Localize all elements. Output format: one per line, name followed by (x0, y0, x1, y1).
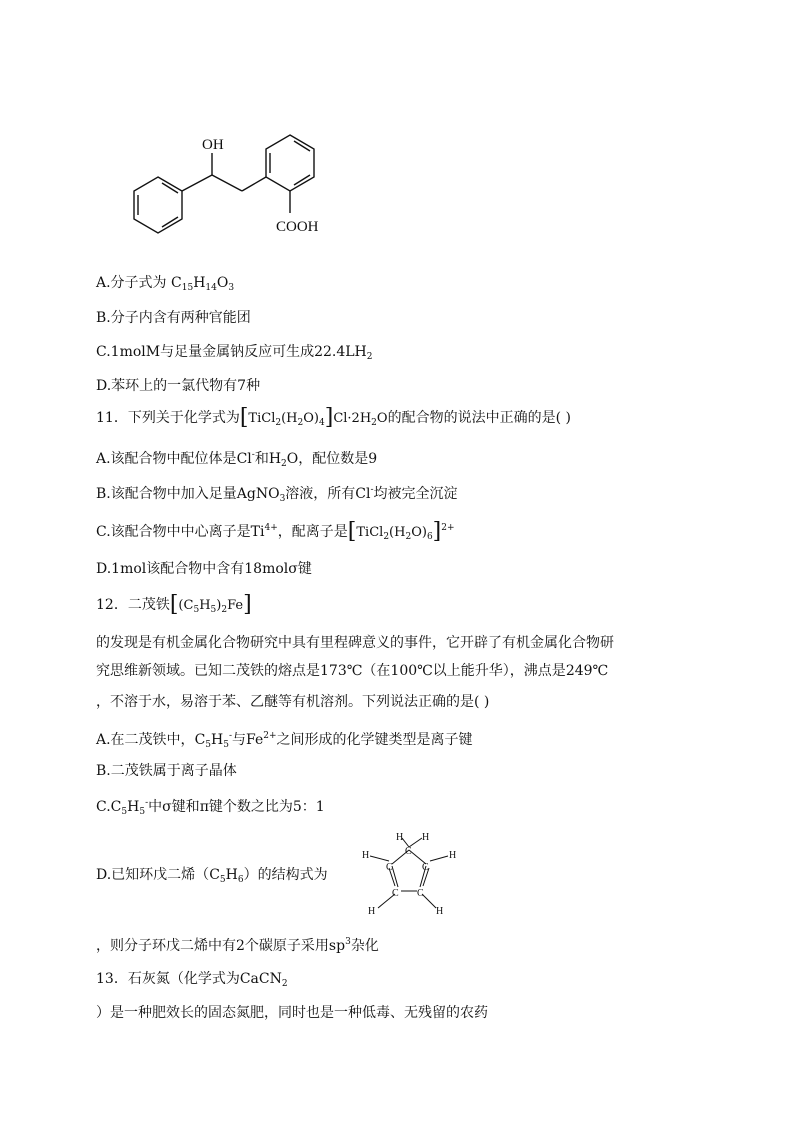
q11-option-a: A.该配合物中配位体是Cl-和$H_2O$，配位数是9 (96, 450, 378, 469)
ring-hydrogen-3: H (362, 850, 370, 861)
q12-line-3: 究思维新领域。已知二茂铁的熔点是173℃（在100℃以上能升华），沸点是249℃ (96, 663, 609, 679)
q12-line-2: 的发现是有机金属化合物研究中具有里程碑意义的事件，它开辟了有机金属化合物研 (96, 635, 614, 651)
compound-m-structure (118, 125, 358, 250)
ring-carbon-right: C (422, 862, 429, 873)
q12-option-d: D.已知环戊二烯$(C_5H_6)$的结构式为 (96, 867, 328, 885)
ring-hydrogen-2: H (422, 832, 430, 843)
q11-option-c: C.该配合物中中心离子是$Ti^{4+}$，配离子是$[TiCl_2(H_2O)_6]^{2+}$ (96, 519, 455, 544)
q12-option-d-continued: ，则分子环戊二烯中有2个碳原子采用$sp^3$杂化 (96, 937, 379, 954)
q11-option-d: D.1mol该配合物中含有18molσ键 (96, 561, 312, 577)
cyclopentadiene-structure (356, 830, 466, 920)
ring-carbon-left: C (386, 862, 393, 873)
ring-carbon-bottom-right: C (417, 888, 424, 899)
q12-option-a: A.在二茂铁中，$C_5H_5^-$与$Fe^{2+}$之间形成的化学键类型是离子键 (96, 731, 473, 750)
oh-label: OH (202, 137, 224, 153)
cooh-label: COOH (276, 219, 319, 235)
ring-carbon-bottom-left: C (392, 888, 399, 899)
q12-stem: 12．二茂铁$[(C_5H_5)_2Fe]$ (96, 592, 252, 617)
q10-option-b: B.分子内含有两种官能团 (96, 310, 251, 326)
ring-hydrogen-6: H (436, 906, 444, 917)
q11-option-b: B.该配合物中加入足量AgNO$_3$溶液，所有Cl-均被完全沉淀 (96, 485, 458, 504)
q10-option-c: C.1molM与足量金属钠反应可生成$22.4LH_2$ (96, 344, 373, 362)
q13-line-2: ）是一种肥效长的固态氮肥，同时也是一种低毒、无残留的农药 (96, 1005, 488, 1021)
q10-option-a: A.分子式为 $C_{15}H_{14}O_3$ (96, 275, 235, 293)
q11-stem: 11．下列关于化学式为$[TiCl_2(H_2O)_4]Cl\cdot 2H_2O$的配合物的说法中正确的是( ) (96, 405, 571, 430)
ring-hydrogen-5: H (368, 906, 376, 917)
q12-line-4: ，不溶于水，易溶于苯、乙醚等有机溶剂。下列说法正确的是( ) (96, 694, 490, 710)
ring-hydrogen-4: H (449, 850, 457, 861)
q12-option-c: $C.C_5H_5^-$中σ键和π键个数之比为5：1 (96, 798, 325, 817)
ring-hydrogen-1: H (396, 832, 404, 843)
ring-carbon-top: C (405, 846, 412, 857)
q10-option-d: D.苯环上的一氯代物有7种 (96, 378, 261, 394)
q13-stem: 13．石灰氮（化学式为CaCN$_2$ (96, 971, 288, 989)
q12-option-b: B.二茂铁属于离子晶体 (96, 763, 237, 779)
